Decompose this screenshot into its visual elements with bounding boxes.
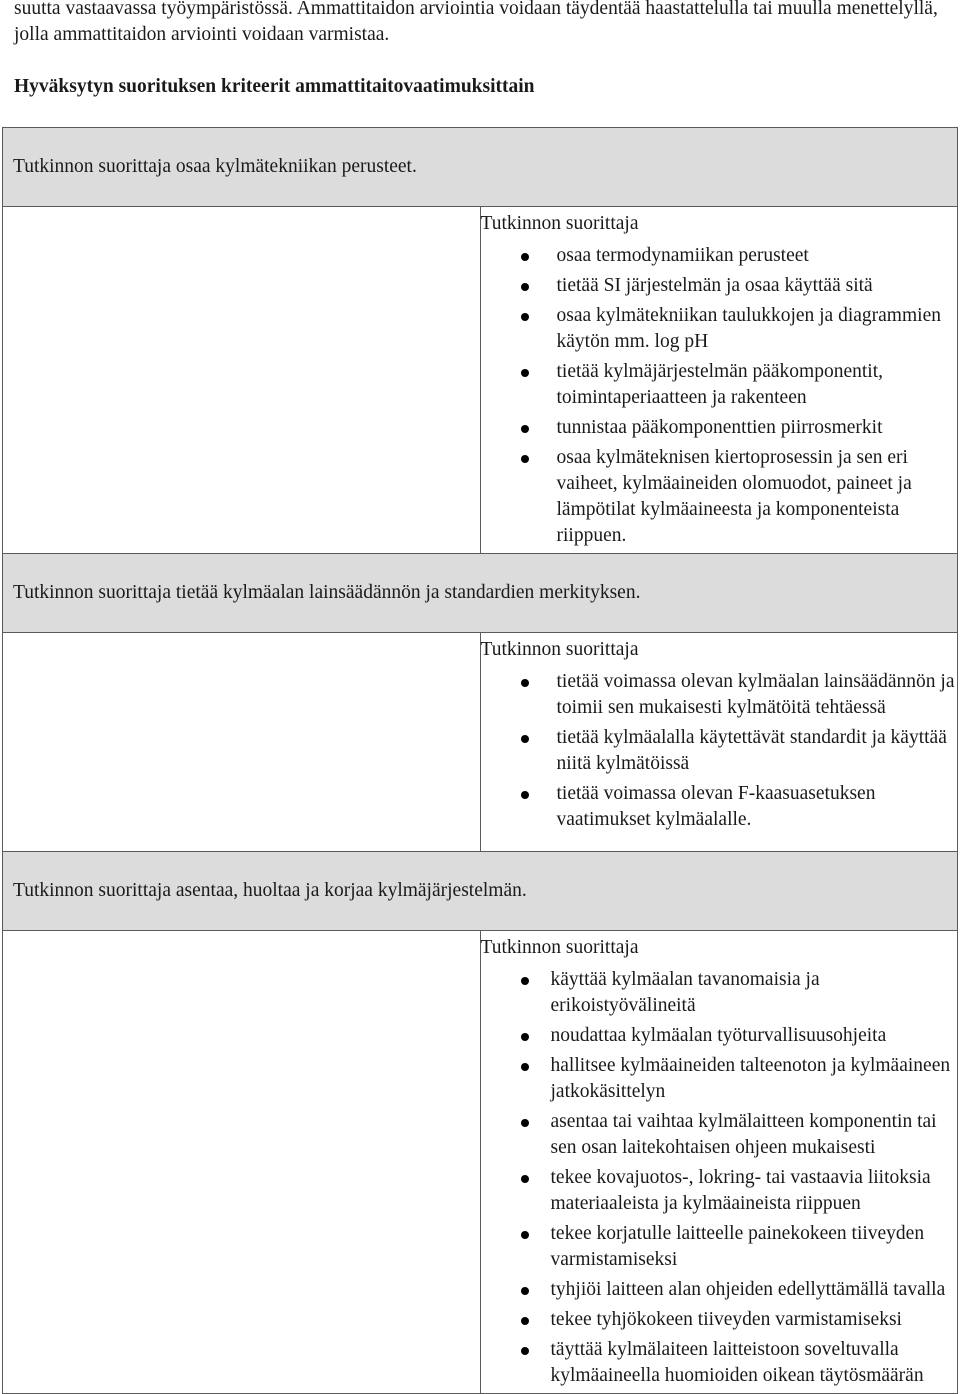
list-item-text: hallitsee kylmäaineiden talteenoton ja kylmäaineen jatkokäsittelyn — [550, 1055, 951, 1102]
list-item — [481, 967, 958, 1019]
list-item — [481, 725, 958, 777]
list-item — [481, 1307, 958, 1333]
bullet-icon — [521, 1317, 529, 1325]
bullet-icon — [521, 1231, 529, 1239]
list-item — [481, 1221, 958, 1273]
bullet-icon — [521, 455, 529, 463]
sub-label: Tutkinnon suorittaja — [480, 937, 639, 958]
list-item-text: noudattaa kylmäalan työturvallisuusohjeita — [550, 1025, 887, 1046]
criteria-cell — [480, 633, 958, 852]
list-item — [481, 273, 958, 299]
list-item — [481, 1109, 958, 1161]
list-item-text: tietää voimassa olevan kylmäalan lainsäädännön ja toimii sen mukaisesti kylmätöitä tehtäessä — [556, 671, 955, 718]
bullet-icon — [521, 1347, 529, 1355]
list-item — [481, 1165, 958, 1217]
list-item — [481, 303, 958, 355]
empty-left-cell — [3, 633, 481, 852]
list-item-text: osaa termodynamiikan perusteet — [556, 245, 809, 266]
bullet-icon — [521, 253, 529, 261]
criteria-table — [2, 127, 958, 1394]
list-item — [481, 669, 958, 721]
bullet-icon — [521, 977, 529, 985]
list-item-text: tyhjiöi laitteen alan ohjeiden edellyttämällä tavalla — [550, 1279, 946, 1300]
section-header-row — [3, 128, 958, 207]
intro-paragraph: suutta vastaavassa työympäristössä. Ammattitaidon arviointia voidaan täydentää haastattelulla tai muulla menettelyllä, jolla ammattitaidon arviointi voidaan varmistaa. — [14, 0, 938, 45]
list-item-text: tietää kylmäjärjestelmän pääkomponentit, toimintaperiaatteen ja rakenteen — [556, 361, 884, 408]
bullet-icon — [521, 679, 529, 687]
bullet-icon — [521, 313, 529, 321]
criteria-list — [481, 243, 958, 549]
bullet-icon — [521, 1033, 529, 1041]
list-item — [481, 1023, 958, 1049]
section-title: Tutkinnon suorittaja asentaa, huoltaa ja korjaa kylmäjärjestelmän. — [3, 852, 958, 931]
sub-label: Tutkinnon suorittaja — [480, 639, 639, 660]
section-header-row — [3, 554, 958, 633]
list-item-text: käyttää kylmäalan tavanomaisia ja erikoistyövälineitä — [550, 969, 820, 1016]
criteria-list — [481, 967, 958, 1389]
bullet-icon — [521, 1063, 529, 1071]
list-item — [481, 1053, 958, 1105]
list-item — [481, 781, 958, 833]
list-item — [481, 1337, 958, 1389]
list-item — [481, 243, 958, 269]
list-item-text: osaa kylmätekniikan taulukkojen ja diagrammien käytön mm. log pH — [556, 305, 941, 352]
list-item-text: tekee korjatulle laitteelle painekokeen tiiveyden varmistamiseksi — [550, 1223, 925, 1270]
empty-left-cell — [3, 931, 481, 1394]
list-item — [481, 1277, 958, 1303]
list-item — [481, 359, 958, 411]
bullet-icon — [521, 735, 529, 743]
section-header-row — [3, 852, 958, 931]
bullet-icon — [521, 1287, 529, 1295]
criteria-cell — [480, 207, 958, 554]
section-title: Tutkinnon suorittaja tietää kylmäalan lainsäädännön ja standardien merkityksen. — [3, 554, 958, 633]
list-item — [481, 415, 958, 441]
section-detail-row — [3, 931, 958, 1394]
bullet-icon — [521, 283, 529, 291]
criteria-heading: Hyväksytyn suorituksen kriteerit ammattitaitovaatimuksittain — [14, 76, 535, 97]
empty-left-cell — [3, 207, 481, 554]
criteria-list — [481, 669, 958, 833]
list-item-text: osaa kylmäteknisen kiertoprosessin ja sen eri vaiheet, kylmäaineiden olomuodot, paineet ja lämpötilat kylmäaineesta ja komponenteista riippuen. — [556, 447, 912, 546]
bullet-icon — [521, 425, 529, 433]
list-item-text: tietää SI järjestelmän ja osaa käyttää sitä — [556, 275, 873, 296]
sub-label: Tutkinnon suorittaja — [480, 213, 639, 234]
list-item-text: tietää kylmäalalla käytettävät standardit ja käyttää niitä kylmätöissä — [556, 727, 947, 774]
list-item-text: tunnistaa pääkomponenttien piirrosmerkit — [556, 417, 883, 438]
list-item — [481, 445, 958, 549]
bullet-icon — [521, 1119, 529, 1127]
bullet-icon — [521, 791, 529, 799]
section-detail-row — [3, 207, 958, 554]
list-item-text: tekee tyhjökokeen tiiveyden varmistamiseksi — [550, 1309, 902, 1330]
section-detail-row — [3, 633, 958, 852]
list-item-text: täyttää kylmälaiteen laitteistoon soveltuvalla kylmäaineella huomioiden oikean täytösmäärän — [550, 1339, 924, 1386]
criteria-cell — [480, 931, 958, 1394]
section-title: Tutkinnon suorittaja osaa kylmätekniikan perusteet. — [3, 128, 958, 207]
list-item-text: tietää voimassa olevan F-kaasuasetuksen vaatimukset kylmäalalle. — [556, 783, 876, 830]
list-item-text: asentaa tai vaihtaa kylmälaitteen komponentin tai sen osan laitekohtaisen ohjeen mukaisesti — [550, 1111, 937, 1158]
list-item-text: tekee kovajuotos-, lokring- tai vastaavia liitoksia materiaaleista ja kylmäaineista riippuen — [550, 1167, 931, 1214]
bullet-icon — [521, 1175, 529, 1183]
bullet-icon — [521, 369, 529, 377]
